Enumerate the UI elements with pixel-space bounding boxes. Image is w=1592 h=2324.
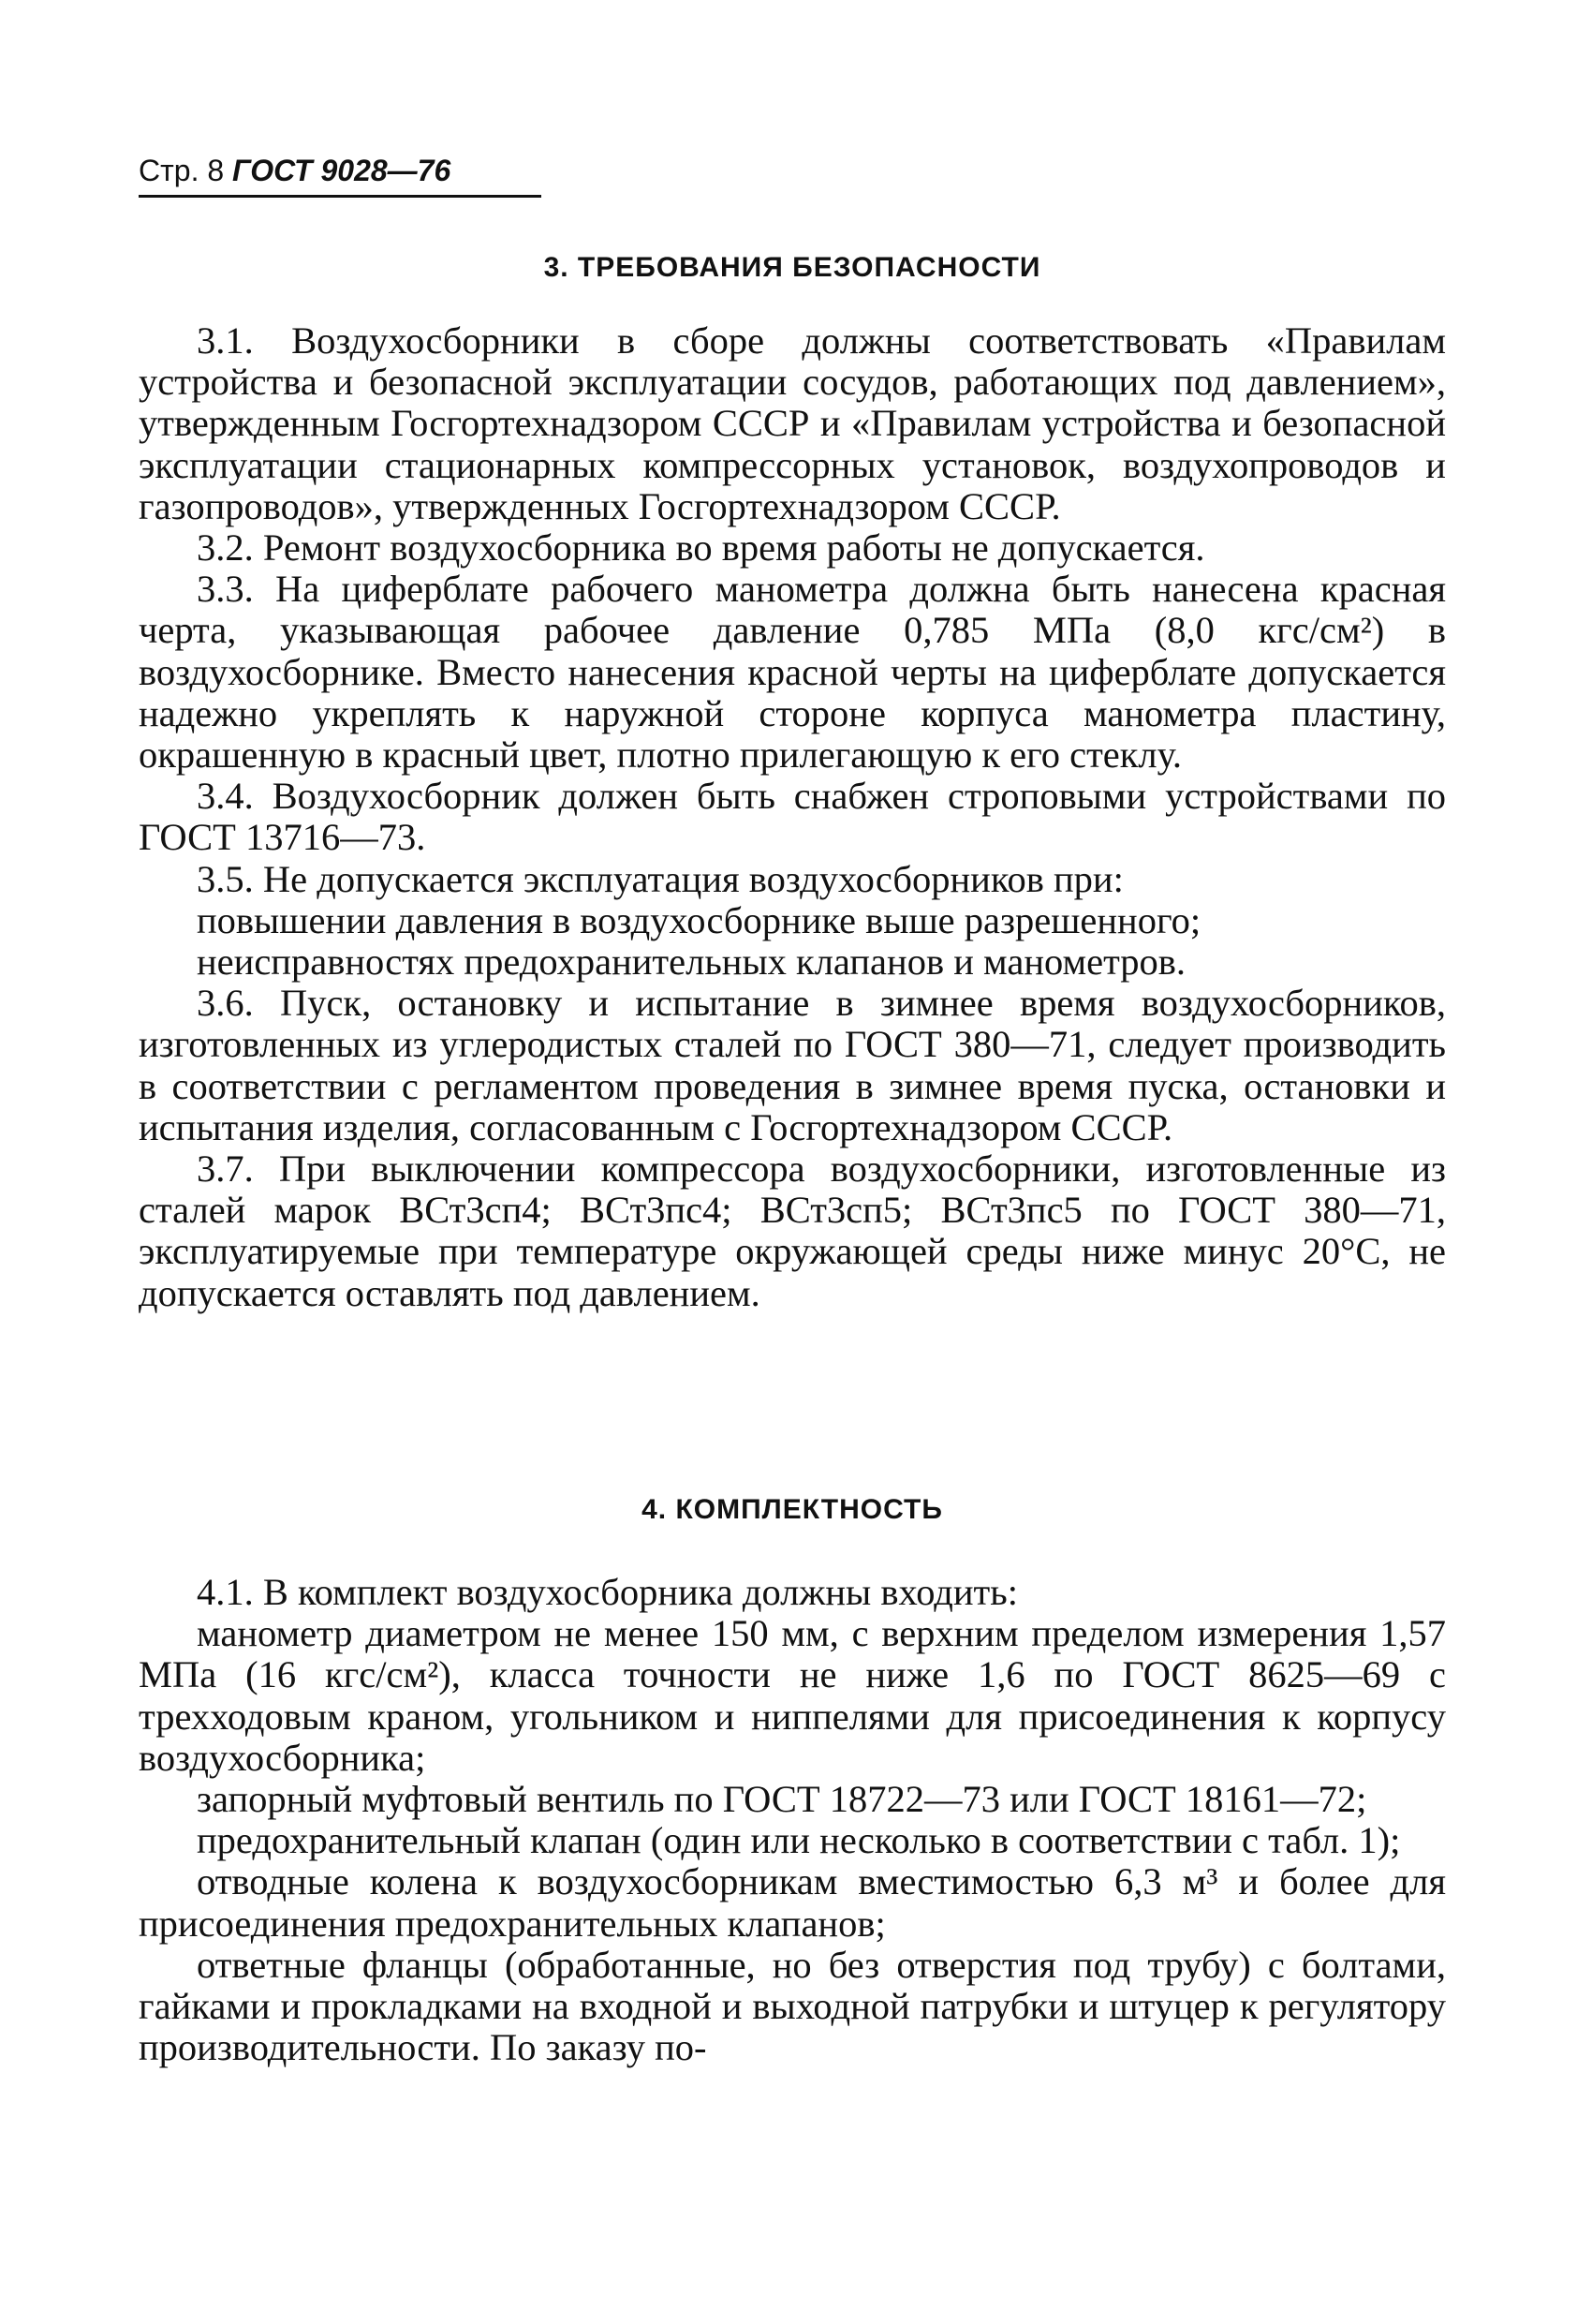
paragraph-3-6: 3.6. Пуск, остановку и испытание в зимнее время воздухосборников, изготовленных из углеродистых сталей по ГОСТ 380—71, следует производить в соответствии с регламентом проведения в зимнее время пуска, остановки и испытания изделия, согласованным с Госгортехнадзором СССР. <box>139 982 1446 1148</box>
paragraph-3-7: 3.7. При выключении компрессора воздухосборники, изготовленные из сталей марок ВСт3сп4; ВСт3пс4; ВСт3сп5; ВСт3пс5 по ГОСТ 380—71, эксплуатируемые при температуре окружающей среды ниже минус 20°С, не допускается оставлять под давлением. <box>139 1147 1446 1314</box>
section-3-body <box>139 320 1446 1314</box>
paragraph-4-1-valve: запорный муфтовый вентиль по ГОСТ 18722—73 или ГОСТ 18161—72; <box>197 1778 1367 1821</box>
paragraph-3-5-item-2: неисправностях предохранительных клапанов и манометров. <box>197 940 1187 984</box>
paragraph-4-1-safety-valve: предохранительный клапан (один или несколько в соответствии с табл. 1); <box>197 1819 1401 1862</box>
paragraph-4-1-elbows: отводные колена к воздухосборникам вместимостью 6,3 м³ и более для присоединения предохранительных клапанов; <box>139 1860 1446 1945</box>
page-number: Стр. 8 <box>139 154 225 187</box>
page-header <box>139 150 541 198</box>
section-4-body <box>139 1572 1446 2068</box>
paragraph-3-5: 3.5. Не допускается эксплуатация воздухосборников при: <box>197 857 1124 900</box>
paragraph-4-1-manometer: манометр диаметром не менее 150 мм, с верхним пределом измерения 1,57 МПа (16 кгс/см²), класса точности не ниже 1,6 по ГОСТ 8625—69 с трехходовым краном, угольником и ниппелями для присоединения к корпусу воздухосборника; <box>139 1612 1446 1779</box>
paragraph-4-1: 4.1. В комплект воздухосборника должны входить: <box>197 1571 1018 1613</box>
paragraph-3-5-item-1: повышении давления в воздухосборнике выше разрешенного; <box>197 898 1201 941</box>
section-3-heading: 3. ТРЕБОВАНИЯ БЕЗОПАСНОСТИ <box>543 252 1041 283</box>
section-4-heading: 4. КОМПЛЕКТНОСТЬ <box>641 1494 943 1525</box>
paragraph-3-4: 3.4. Воздухосборник должен быть снабжен строповыми устройствами по ГОСТ 13716—73. <box>139 775 1446 859</box>
paragraph-3-2: 3.2. Ремонт воздухосборника во время работы не допускается. <box>197 526 1205 570</box>
paragraph-3-1: 3.1. Воздухосборники в сборе должны соответствовать «Правилам устройства и безопасной эксплуатации сосудов, работающих под давлением», утвержденным Госгортехнадзором СССР и «Правилам устройства и безопасной эксплуатации стационарных компрессорных установок, воздухопроводов и газопроводов», утвержденных Госгортехнадзором СССР. <box>139 319 1446 527</box>
paragraph-4-1-flanges: ответные фланцы (обработанные, но без отверстия под трубу) с болтами, гайками и прокладками на входной и выходной патрубки и штуцер к регулятору производительности. По заказу по- <box>139 1943 1446 2069</box>
paragraph-3-3: 3.3. На циферблате рабочего манометра должна быть нанесена красная черта, указывающая рабочее давление 0,785 МПа (8,0 кгс/см²) в воздухосборнике. Вместо нанесения красной черты на циферблате допускается надежно укреплять к наружной стороне корпуса манометра пластину, окрашенную в красный цвет, плотно прилегающую к его стеклу. <box>139 568 1446 777</box>
standard-number: ГОСТ 9028—76 <box>232 154 451 187</box>
